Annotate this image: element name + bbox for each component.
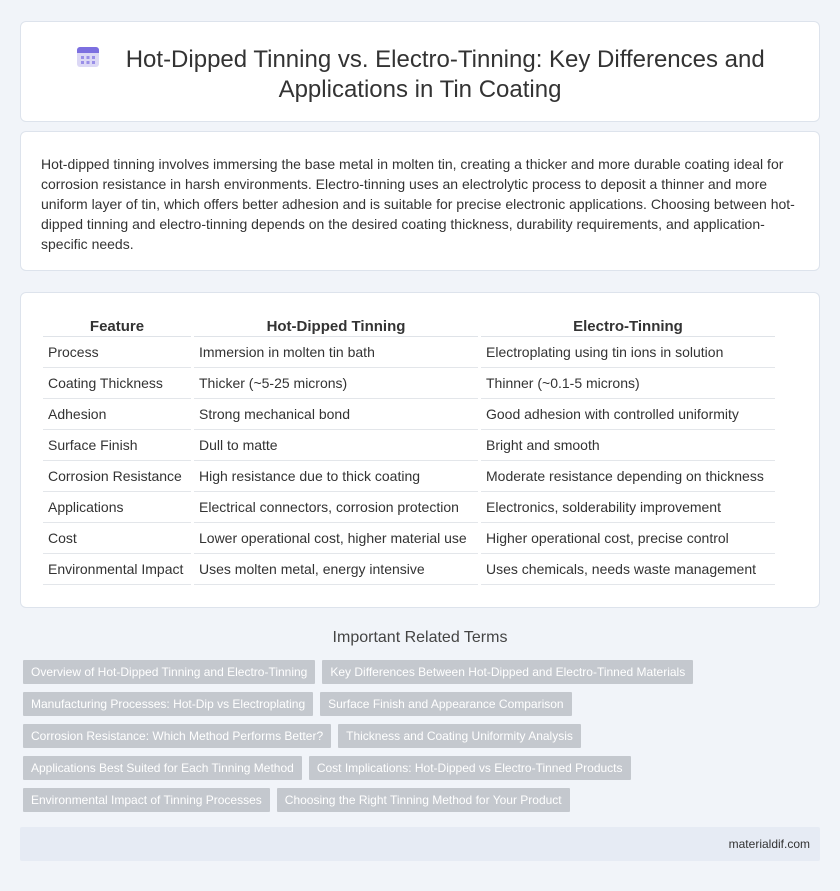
comparison-table xyxy=(40,314,778,585)
related-terms-heading: Important Related Terms xyxy=(332,629,508,646)
intro-text: Hot-dipped tinning involves immersing the base metal in molten tin, creating a thicker and more durable coating ideal for corrosion resistance in harsh environments. Electro-tinning uses an electrolytic process to deposit a thinner and more uniform layer of tin, which offers better adhesion and is suitable for precise electronic applications. Choosing between hot-dipped tinning and electro-tinning depends on the desired coating thickness, durability requirements, and application-specific needs. xyxy=(41,156,795,252)
related-term-tag[interactable]: Choosing the Right Tinning Method for Your Product xyxy=(277,788,570,812)
feature-cell: Adhesion xyxy=(43,399,191,430)
related-term-tag[interactable]: Environmental Impact of Tinning Processes xyxy=(23,788,270,812)
related-term-tag[interactable]: Manufacturing Processes: Hot-Dip vs Electroplating xyxy=(23,692,313,716)
related-terms-list xyxy=(23,660,803,820)
hot-dipped-cell: Lower operational cost, higher material use xyxy=(194,523,478,554)
related-term-tag[interactable]: Overview of Hot-Dipped Tinning and Electro-Tinning xyxy=(23,660,315,684)
intro-card xyxy=(20,131,820,271)
electro-cell: Thinner (~0.1-5 microns) xyxy=(481,368,775,399)
feature-cell: Coating Thickness xyxy=(43,368,191,399)
feature-cell: Corrosion Resistance xyxy=(43,461,191,492)
electro-cell: Electroplating using tin ions in solution xyxy=(481,337,775,368)
related-term-tag[interactable]: Cost Implications: Hot-Dipped vs Electro-Tinned Products xyxy=(309,756,631,780)
related-term-tag[interactable]: Thickness and Coating Uniformity Analysis xyxy=(338,724,581,748)
hot-dipped-cell: Uses molten metal, energy intensive xyxy=(194,554,478,585)
electro-cell: Moderate resistance depending on thickness xyxy=(481,461,775,492)
table-header-row xyxy=(43,314,775,337)
table-row xyxy=(43,337,775,368)
table-row xyxy=(43,492,775,523)
related-term-tag[interactable]: Key Differences Between Hot-Dipped and Electro-Tinned Materials xyxy=(322,660,693,684)
hot-dipped-cell: Strong mechanical bond xyxy=(194,399,478,430)
hot-dipped-cell: High resistance due to thick coating xyxy=(194,461,478,492)
hot-dipped-cell: Thicker (~5-25 microns) xyxy=(194,368,478,399)
comparison-table-card xyxy=(20,292,820,608)
feature-cell: Environmental Impact xyxy=(43,554,191,585)
title-wrap xyxy=(21,45,819,105)
feature-cell: Surface Finish xyxy=(43,430,191,461)
table-row xyxy=(43,554,775,585)
table-row xyxy=(43,399,775,430)
feature-cell: Process xyxy=(43,337,191,368)
calendar-icon xyxy=(75,45,101,69)
column-header-hot-dipped: Hot-Dipped Tinning xyxy=(194,314,478,337)
electro-cell: Higher operational cost, precise control xyxy=(481,523,775,554)
tag-row xyxy=(23,756,803,780)
hot-dipped-cell: Immersion in molten tin bath xyxy=(194,337,478,368)
footer xyxy=(20,827,820,861)
feature-cell: Applications xyxy=(43,492,191,523)
feature-cell: Cost xyxy=(43,523,191,554)
tag-row xyxy=(23,788,803,812)
table-row xyxy=(43,430,775,461)
hot-dipped-cell: Dull to matte xyxy=(194,430,478,461)
page-title: Hot-Dipped Tinning vs. Electro-Tinning: Key Differences and Applications in Tin Coating xyxy=(125,46,765,103)
electro-cell: Uses chemicals, needs waste management xyxy=(481,554,775,585)
electro-cell: Bright and smooth xyxy=(481,430,775,461)
table-row xyxy=(43,523,775,554)
electro-cell: Electronics, solderability improvement xyxy=(481,492,775,523)
tag-row xyxy=(23,724,803,748)
related-term-tag[interactable]: Corrosion Resistance: Which Method Performs Better? xyxy=(23,724,331,748)
footer-site-link[interactable]: materialdif.com xyxy=(728,837,810,851)
title-card xyxy=(20,21,820,122)
table-row xyxy=(43,461,775,492)
hot-dipped-cell: Electrical connectors, corrosion protection xyxy=(194,492,478,523)
related-term-tag[interactable]: Applications Best Suited for Each Tinning Method xyxy=(23,756,302,780)
table-row xyxy=(43,368,775,399)
column-header-electro: Electro-Tinning xyxy=(481,314,775,337)
tag-row xyxy=(23,660,803,684)
electro-cell: Good adhesion with controlled uniformity xyxy=(481,399,775,430)
related-term-tag[interactable]: Surface Finish and Appearance Comparison xyxy=(320,692,571,716)
tag-row xyxy=(23,692,803,716)
column-header-feature: Feature xyxy=(43,314,191,337)
